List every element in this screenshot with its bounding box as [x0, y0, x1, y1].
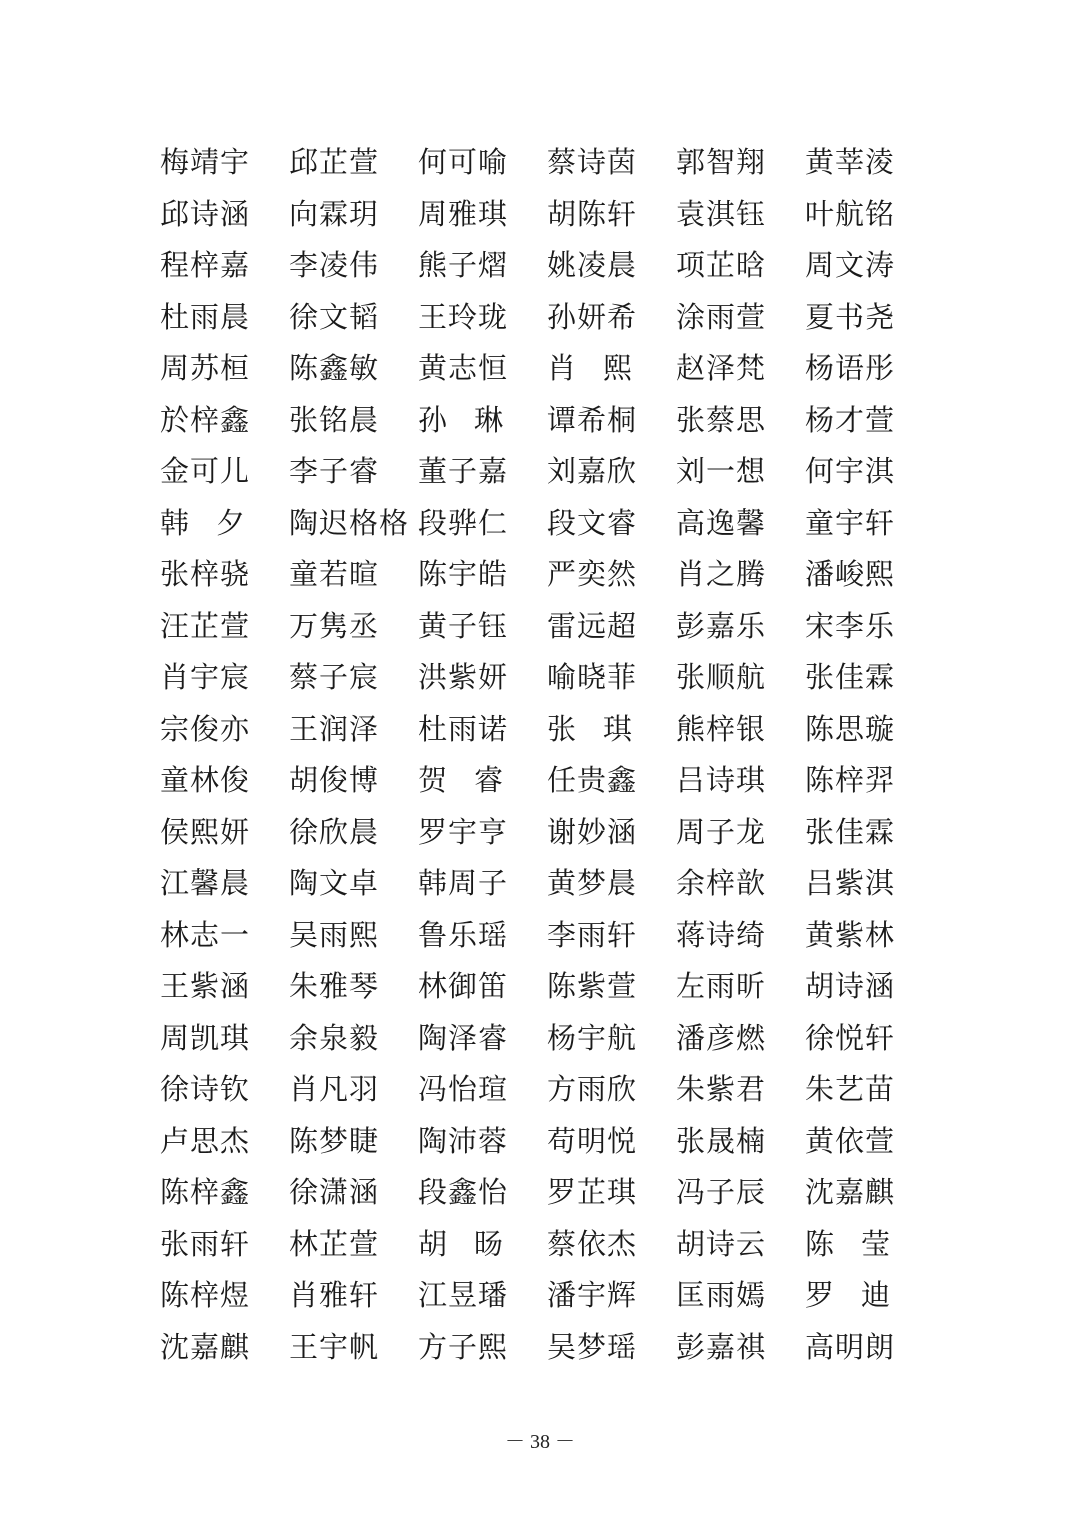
name-cell: 陶迟格格	[289, 505, 410, 540]
name-cell: 高逸馨	[676, 505, 767, 540]
name-cell: 刘一想	[676, 454, 767, 488]
name-cell: 汪芷萱	[160, 608, 251, 643]
name-cell: 张雨轩	[160, 1226, 251, 1261]
name-cell: 彭嘉乐	[676, 608, 767, 643]
name-cell: 谭希桐	[547, 402, 638, 437]
name-cell: 方子熙	[418, 1329, 509, 1364]
name-cell: 朱艺苗	[805, 1072, 896, 1106]
name-cell: 何宇淇	[805, 454, 896, 488]
name-cell: 黄志恒	[418, 351, 509, 385]
name-cell: 侯熙妍	[160, 814, 251, 849]
name-cell: 杜雨诺	[418, 711, 509, 746]
name-cell: 肖 熙	[547, 351, 633, 385]
name-cell: 张蔡思	[676, 402, 767, 437]
name-cell: 郭智翔	[676, 145, 767, 179]
name-cell: 何可喻	[418, 145, 509, 179]
name-cell: 徐文韬	[289, 299, 380, 334]
name-cell: 洪紫妍	[418, 660, 509, 694]
name-cell: 熊子熠	[418, 248, 509, 282]
name-cell: 余梓歆	[676, 866, 767, 900]
name-cell: 张晟楠	[676, 1123, 767, 1158]
name-cell: 黄子钰	[418, 608, 509, 643]
name-cell: 韩 夕	[160, 505, 246, 540]
name-cell: 童林俊	[160, 763, 251, 797]
name-cell: 卢思杰	[160, 1123, 251, 1158]
name-cell: 赵泽梵	[676, 351, 767, 385]
name-cell: 杨宇航	[547, 1020, 638, 1055]
name-cell: 林芷萱	[289, 1226, 380, 1261]
name-cell: 吕诗琪	[676, 763, 767, 797]
name-cell: 刘嘉欣	[547, 454, 638, 488]
name-cell: 张顺航	[676, 660, 767, 694]
name-cell: 陶沛蓉	[418, 1123, 509, 1158]
name-cell: 姚凌晨	[547, 248, 638, 282]
name-cell: 陈紫萱	[547, 969, 638, 1003]
name-cell: 匡雨嫣	[676, 1278, 767, 1312]
name-cell: 袁淇钰	[676, 196, 767, 231]
name-cell: 江馨晨	[160, 866, 251, 900]
name-cell: 段骅仁	[418, 505, 509, 540]
name-cell: 陈思璇	[805, 711, 896, 746]
name-cell: 吴雨熙	[289, 917, 380, 952]
name-cell: 肖雅轩	[289, 1278, 380, 1312]
name-cell: 严奕然	[547, 557, 638, 591]
name-cell: 张佳霖	[805, 660, 896, 694]
name-cell: 陶泽睿	[418, 1020, 509, 1055]
name-cell: 胡诗涵	[805, 969, 896, 1003]
name-cell: 陈鑫敏	[289, 351, 380, 385]
name-cell: 蔡子宸	[289, 660, 380, 694]
name-cell: 潘宇辉	[547, 1278, 638, 1312]
name-cell: 万隽丞	[289, 608, 380, 643]
name-cell: 夏书尧	[805, 299, 896, 334]
name-cell: 王润泽	[289, 711, 380, 746]
name-cell: 胡陈轩	[547, 196, 638, 231]
name-cell: 韩周子	[418, 866, 509, 900]
name-cell: 沈嘉麒	[805, 1175, 896, 1209]
name-cell: 杨语彤	[805, 351, 896, 385]
name-cell: 陈梓鑫	[160, 1175, 251, 1209]
name-cell: 林御笛	[418, 969, 509, 1003]
name-cell: 周苏桓	[160, 351, 251, 385]
name-cell: 李凌伟	[289, 248, 380, 282]
name-cell: 李子睿	[289, 454, 380, 488]
name-cell: 胡诗云	[676, 1226, 767, 1261]
name-cell: 王紫涵	[160, 969, 251, 1003]
name-cell: 周雅琪	[418, 196, 509, 231]
name-cell: 梅靖宇	[160, 145, 251, 179]
name-cell: 朱雅琴	[289, 969, 380, 1003]
name-cell: 肖宇宸	[160, 660, 251, 694]
name-cell: 徐悦轩	[805, 1020, 896, 1055]
name-cell: 徐欣晨	[289, 814, 380, 849]
name-cell: 潘峻熙	[805, 557, 896, 591]
name-list-grid	[160, 137, 920, 1373]
name-cell: 向霖玥	[289, 196, 380, 231]
name-cell: 罗宇亨	[418, 814, 509, 849]
name-cell: 陈梓煜	[160, 1278, 251, 1312]
name-cell: 宋李乐	[805, 608, 896, 643]
name-cell: 贺 睿	[418, 763, 504, 797]
name-cell: 王玲珑	[418, 299, 509, 334]
name-cell: 涂雨萱	[676, 299, 767, 334]
name-cell: 於梓鑫	[160, 402, 251, 437]
name-cell: 苟明悦	[547, 1123, 638, 1158]
name-cell: 蔡依杰	[547, 1226, 638, 1261]
name-cell: 吴梦瑶	[547, 1329, 638, 1364]
name-cell: 王宇帆	[289, 1329, 380, 1364]
name-cell: 黄莘淩	[805, 145, 896, 179]
name-cell: 邱芷萱	[289, 145, 380, 179]
name-cell: 邱诗涵	[160, 196, 251, 231]
name-cell: 叶航铭	[805, 196, 896, 231]
name-cell: 任贵鑫	[547, 763, 638, 797]
name-cell: 胡俊博	[289, 763, 380, 797]
name-cell: 方雨欣	[547, 1072, 638, 1106]
name-cell: 沈嘉麒	[160, 1329, 251, 1364]
name-cell: 熊梓银	[676, 711, 767, 746]
name-cell: 张铭晨	[289, 402, 380, 437]
name-cell: 童若暄	[289, 557, 380, 591]
name-cell: 陈梓羿	[805, 763, 896, 797]
name-cell: 项芷晗	[676, 248, 767, 282]
name-cell: 黄紫林	[805, 917, 896, 952]
name-cell: 张梓骁	[160, 557, 251, 591]
name-cell: 彭嘉祺	[676, 1329, 767, 1364]
name-cell: 徐潇涵	[289, 1175, 380, 1209]
name-cell: 罗 迪	[805, 1278, 891, 1312]
name-cell: 潘彦燃	[676, 1020, 767, 1055]
name-cell: 杨才萱	[805, 402, 896, 437]
name-cell: 林志一	[160, 917, 251, 952]
name-cell: 陈梦睫	[289, 1123, 380, 1158]
name-cell: 段文睿	[547, 505, 638, 540]
name-cell: 张佳霖	[805, 814, 896, 849]
name-cell: 蔡诗茵	[547, 145, 638, 179]
name-cell: 金可儿	[160, 454, 251, 488]
name-cell: 鲁乐瑶	[418, 917, 509, 952]
name-cell: 周文涛	[805, 248, 896, 282]
name-cell: 宗俊亦	[160, 711, 251, 746]
name-cell: 杜雨晨	[160, 299, 251, 334]
page-number: － 38 －	[505, 1431, 575, 1453]
name-cell: 孙妍希	[547, 299, 638, 334]
name-cell: 肖凡羽	[289, 1072, 380, 1106]
name-cell: 陈 莹	[805, 1226, 891, 1261]
name-cell: 陶文卓	[289, 866, 380, 900]
name-cell: 徐诗钦	[160, 1072, 251, 1106]
name-cell: 张 琪	[547, 711, 633, 746]
name-cell: 陈宇皓	[418, 557, 509, 591]
name-cell: 喻晓菲	[547, 660, 638, 694]
name-cell: 肖之腾	[676, 557, 767, 591]
name-cell: 冯怡瑄	[418, 1072, 509, 1106]
name-cell: 段鑫怡	[418, 1175, 509, 1209]
name-cell: 周凯琪	[160, 1020, 251, 1055]
name-cell: 胡 旸	[418, 1226, 504, 1261]
name-cell: 黄依萱	[805, 1123, 896, 1158]
name-cell: 董子嘉	[418, 454, 509, 488]
name-cell: 朱紫君	[676, 1072, 767, 1106]
name-cell: 罗芷琪	[547, 1175, 638, 1209]
name-cell: 黄梦晨	[547, 866, 638, 900]
name-cell: 江昱璠	[418, 1278, 509, 1312]
name-cell: 蒋诗绮	[676, 917, 767, 952]
name-cell: 程梓嘉	[160, 248, 251, 282]
name-cell: 余泉毅	[289, 1020, 380, 1055]
name-cell: 周子龙	[676, 814, 767, 849]
name-cell: 谢妙涵	[547, 814, 638, 849]
name-cell: 高明朗	[805, 1329, 896, 1364]
name-cell: 孙 琳	[418, 402, 504, 437]
name-cell: 雷远超	[547, 608, 638, 643]
name-cell: 童宇轩	[805, 505, 896, 540]
name-cell: 吕紫淇	[805, 866, 896, 900]
name-cell: 冯子辰	[676, 1175, 767, 1209]
name-cell: 李雨轩	[547, 917, 638, 952]
name-cell: 左雨昕	[676, 969, 767, 1003]
